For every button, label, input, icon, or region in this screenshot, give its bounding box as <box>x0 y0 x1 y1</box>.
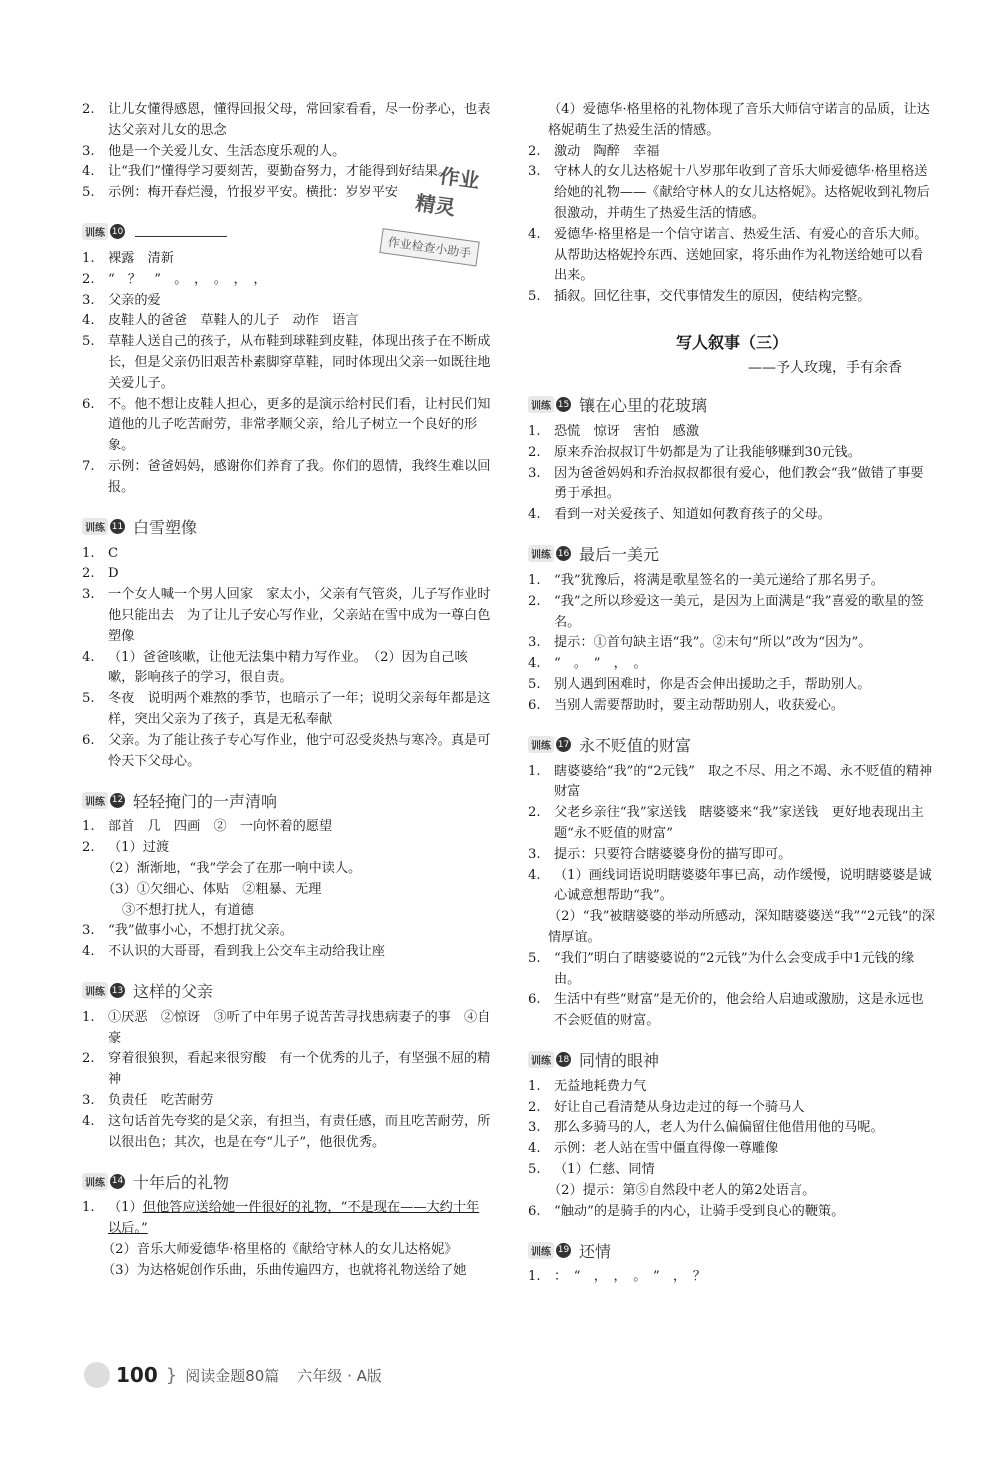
answer-subitem: ③不想打扰人，有道德 <box>122 902 254 918</box>
answer-item <box>528 803 936 845</box>
answer-text: 不认识的大哥哥，看到我上公交车主动给我让座 <box>108 944 385 960</box>
answer-subitem: （2）“我”被瞎婆婆的举动所感动，深知瞎婆婆送“我”“2元钱”的深情厚谊。 <box>548 909 935 945</box>
section-header <box>82 515 492 539</box>
answer-text: 裸露 清新 <box>108 250 174 266</box>
answer-item <box>528 1160 936 1181</box>
answer-text: 好让自己看清楚从身边走过的每一个骑马人 <box>554 1099 805 1115</box>
answer-text: （1）爸爸咳嗽，让他无法集中精力写作业。 （2）因为自己咳嗽，影响孩子的学习，很自责。 <box>108 649 468 686</box>
answer-number: 2. <box>82 840 95 856</box>
training-number: 10 <box>110 224 125 239</box>
answer-number: 4. <box>528 226 541 242</box>
answer-item <box>82 585 492 647</box>
training-number: 18 <box>556 1052 571 1067</box>
answer-text: 这句话首先夸奖的是父亲，有担当，有责任感，而且吃苦耐劳，所以很出色；其次，也是在夸“儿子”，他很优秀。 <box>108 1113 491 1150</box>
training-label: 训练 <box>528 396 554 413</box>
answer-text: 激动 陶醉 幸福 <box>554 143 660 159</box>
answer-number: 2. <box>82 1051 95 1067</box>
page-number: 100 <box>116 1363 158 1387</box>
answer-item <box>528 592 936 634</box>
answer-number: 3. <box>82 292 95 308</box>
answer-subitem: （2）渐渐地，“我”学会了在那一响中读人。 <box>102 860 362 876</box>
answer-item <box>82 100 492 142</box>
training-number: 15 <box>556 397 571 412</box>
answer-number: 1. <box>82 1009 95 1025</box>
answer-item <box>82 142 492 163</box>
answer-number: 2. <box>82 102 95 117</box>
answer-number: 5. <box>82 185 95 201</box>
section-title: 还情 <box>579 1241 612 1261</box>
answer-text: 草鞋人送自己的孩子，从布鞋到球鞋到皮鞋，体现出孩子在不断成长，但是父亲仍旧艰苦朴素脚穿草鞋，同时体现出父亲一如既往地关爱儿子。 <box>108 334 491 391</box>
answer-item <box>82 731 492 773</box>
answer-number: 3. <box>528 465 541 481</box>
answer-text: D <box>108 566 119 582</box>
answer-item <box>82 332 492 394</box>
answer-item <box>528 654 936 675</box>
answer-item <box>528 225 936 287</box>
answer-text: “触动”的是骑手的内心，让骑手受到良心的鞭策。 <box>554 1203 845 1219</box>
training-label: 训练 <box>528 1242 554 1259</box>
stamp-line-2: 精灵 <box>413 190 457 220</box>
answer-text: C <box>108 545 119 561</box>
answer-text: 插叙。回忆往事，交代事情发生的原因，使结构完整。 <box>554 289 871 305</box>
answer-text: （1）画线词语说明瞎婆婆年事已高，动作缓慢，说明瞎婆婆是诚心诚意想帮助“我”。 <box>554 867 932 904</box>
answer-number: 2. <box>528 143 541 159</box>
answer-text: 冬夜 说明两个难熬的季节，也暗示了一年；说明父亲每年都是这样，突出父亲为了孩子，真是无私奉献 <box>108 691 491 727</box>
answer-item <box>82 270 492 291</box>
answer-number: 5. <box>82 334 95 350</box>
answer-number: 5. <box>528 676 541 692</box>
answer-item <box>528 845 936 866</box>
section-blank-line <box>135 226 227 237</box>
answer-number: 6. <box>528 1203 541 1219</box>
answer-item <box>528 142 936 163</box>
answer-text: 父亲。为了能让孩子专心写作业，他宁可忍受炎热与寒冷。真是可怜天下父母心。 <box>108 732 491 769</box>
answer-number: 2. <box>528 805 541 821</box>
section-header <box>528 733 936 757</box>
answer-item <box>528 1077 936 1098</box>
training-badge <box>528 1051 571 1068</box>
answer-item <box>82 544 492 565</box>
answer-text: 父亲的爱 <box>108 292 161 308</box>
answer-item <box>528 1118 936 1139</box>
section-title: 轻轻掩门的一声清响 <box>133 791 278 811</box>
answer-text: 生活中有些“财富”是无价的，他会给人启迪或激励，这是永远也不会贬值的财富。 <box>554 992 924 1029</box>
training-number: 16 <box>556 546 571 561</box>
answer-item <box>82 564 492 585</box>
page-footer <box>84 1362 382 1388</box>
answer-text: 那么多骑马的人，老人为什么偏偏留住他借用他的马呢。 <box>554 1120 884 1136</box>
answer-number: 1. <box>528 763 541 779</box>
training-badge <box>82 518 125 535</box>
answer-number: 3. <box>82 923 95 939</box>
answer-item <box>82 249 492 270</box>
answer-text: 守林人的女儿达格妮十八岁那年收到了音乐大师爱德华·格里格送给她的礼物——《献给守林人的女儿达格妮》。达格妮收到礼物后很激动，并萌生了热爱生活的情感。 <box>554 164 930 221</box>
answer-underlined-text: 但他答应送给她一件很好的礼物，“不是现在——大约十年以后。” <box>108 1200 480 1237</box>
answer-text: 爱德华·格里格是一个信守诺言、热爱生活、有爱心的音乐大师。从帮助达格妮拎东西、送她回家，将乐曲作为礼物送给她可以看出来。 <box>554 226 928 284</box>
section-header <box>528 542 936 566</box>
training-badge <box>528 736 571 753</box>
answer-text: 示例：爸爸妈妈，感谢你们养育了我。你们的恩情，我终生难以回报。 <box>108 458 491 495</box>
training-number: 19 <box>556 1243 571 1258</box>
answer-item <box>82 183 492 204</box>
answer-number: 1. <box>82 545 95 561</box>
answer-number: 4. <box>528 507 541 523</box>
section-title: 同情的眼神 <box>579 1051 660 1071</box>
answer-text: 不。他不想让皮鞋人担心，更多的是演示给村民们看，让村民们知道他的儿子吃苦耐劳，非常孝顺父亲，给儿子树立一个良好的形象。 <box>108 396 491 454</box>
answer-item <box>528 1267 936 1288</box>
answer-text: 无益地耗费力气 <box>554 1078 647 1094</box>
training-number: 12 <box>110 793 125 808</box>
training-number: 13 <box>110 983 125 998</box>
answer-item <box>528 696 936 717</box>
answer-item <box>82 942 492 963</box>
group-title: 写人叙事（三） <box>675 332 788 352</box>
answer-number: 3. <box>82 587 95 603</box>
answer-text: 让“我们”懂得学习要刻苦，要勤奋努力，才能得到好结果。 <box>108 164 452 180</box>
answer-text: 示例：梅开春烂漫，竹报岁平安。横批：岁岁平安 <box>108 185 399 201</box>
answer-item <box>82 1112 492 1154</box>
answer-number: 4. <box>528 656 541 672</box>
answer-item <box>528 571 936 592</box>
answer-item <box>528 990 936 1032</box>
answer-item <box>528 505 936 526</box>
answer-text: “我们”明白了瞎婆婆说的“2元钱”为什么会变成手中1元钱的缘由。 <box>554 950 915 987</box>
answer-number: 4. <box>82 944 95 960</box>
answer-text: 当别人需要帮助时，要主动帮助别人，收获爱心。 <box>554 697 845 713</box>
answer-item <box>528 633 936 654</box>
answer-number: 4. <box>528 1141 541 1157</box>
answer-number: 1. <box>82 819 95 835</box>
answer-text: “ ？ ” 。 ， 。 ， ， <box>108 271 267 287</box>
answer-item <box>528 762 936 804</box>
section-title: 十年后的礼物 <box>133 1172 230 1192</box>
answer-text: 他是一个关爱儿女、生活态度乐观的人。 <box>108 143 346 159</box>
answer-text: 示例：老人站在雪中僵直得像一尊雕像 <box>554 1141 779 1157</box>
answer-text: 瞎婆婆给“我”的“2元钱” 取之不尽、用之不竭、永不贬值的精神财富 <box>554 763 933 800</box>
answer-item <box>528 422 936 443</box>
training-label: 训练 <box>82 792 108 809</box>
answer-number: 2. <box>82 566 95 582</box>
answer-text: 别人遇到困难时，你是否会伸出援助之手，帮助别人。 <box>554 676 871 692</box>
answer-text: 恐慌 惊讶 害怕 感激 <box>554 423 700 439</box>
training-number: 11 <box>110 519 125 534</box>
answer-item <box>82 1049 492 1091</box>
answer-item <box>82 838 492 859</box>
training-badge <box>82 1173 125 1190</box>
answer-item <box>528 287 936 308</box>
answer-number: 1. <box>82 1200 95 1216</box>
section-header <box>528 1238 936 1262</box>
book-grade: 六年级 · A版 <box>297 1366 382 1385</box>
answer-item <box>82 395 492 457</box>
right-column <box>528 100 936 1288</box>
answer-text: 负责任 吃苦耐劳 <box>108 1093 214 1109</box>
training-badge <box>82 792 125 809</box>
answer-text: 提示：①首句缺主语“我”。②末句“所以”改为“因为”。 <box>554 635 872 651</box>
section-header <box>82 979 492 1003</box>
answer-item <box>528 443 936 464</box>
answer-number: 2. <box>528 444 541 460</box>
answer-prefix: （1） <box>108 1200 143 1216</box>
answer-number: 1. <box>82 250 95 266</box>
training-label: 训练 <box>82 982 108 999</box>
training-number: 17 <box>556 737 571 752</box>
answer-number: 4. <box>82 1113 95 1129</box>
answer-number: 3. <box>528 164 541 180</box>
answer-item <box>528 949 936 991</box>
answer-item <box>82 162 492 183</box>
answer-text: 部首 几 四画 ② 一向怀着的愿望 <box>108 819 333 835</box>
stamp-line-3: 作业检查小助手 <box>379 228 480 266</box>
answer-text: 一个女人喊一个男人回家 家太小，父亲有气管炎，儿子写作业时他只能出去 为了让儿子安心写作业，父亲站在雪中成为一尊白色塑像 <box>108 587 491 644</box>
answer-subitem: （2）提示：第⑤自然段中老人的第2处语言。 <box>548 1182 816 1198</box>
answer-text: 让儿女懂得感恩，懂得回报父母，常回家看看，尽一份孝心，也表达父亲对儿女的思念 <box>108 102 491 138</box>
section-title: 镶在心里的花玻璃 <box>579 396 708 416</box>
training-badge <box>528 396 571 413</box>
answer-number: 2. <box>82 271 95 287</box>
answer-item <box>82 1198 492 1240</box>
answer-subitem: （3）①欠细心、体贴 ②粗暴、无理 <box>102 881 322 897</box>
answer-number: 5. <box>82 691 95 707</box>
answer-text: ： “ ， ， 。 ” ， ？ <box>554 1269 706 1285</box>
answer-number: 1. <box>528 572 541 588</box>
section-header <box>528 1048 936 1072</box>
answer-text: （1）仁慈、同情 <box>554 1162 655 1178</box>
answer-text: “我”之所以珍爱这一美元，是因为上面满是“我”喜爱的歌星的签名。 <box>554 593 924 630</box>
answer-text: 看到一对关爱孩子、知道如何教育孩子的父母。 <box>554 507 831 523</box>
answer-text: 父老乡亲往“我”家送钱 瞎婆婆来“我”家送钱 更好地表现出主题“永不贬值的财富” <box>554 805 924 841</box>
answer-item <box>528 464 936 506</box>
answer-item <box>82 1091 492 1112</box>
answer-item <box>528 675 936 696</box>
training-badge <box>82 982 125 999</box>
section-title: 永不贬值的财富 <box>579 736 692 756</box>
training-number: 14 <box>110 1174 125 1189</box>
answer-number: 3. <box>82 143 95 159</box>
answer-text: 因为爸爸妈妈和乔治叔叔都很有爱心，他们教会“我”做错了事要勇于承担。 <box>554 465 924 502</box>
answer-number: 1. <box>528 1078 541 1094</box>
answer-text: “我”犹豫后，将满是歌星签名的一美元递给了那名男子。 <box>554 572 884 588</box>
training-label: 训练 <box>82 223 108 240</box>
answer-text: 皮鞋人的爸爸 草鞋人的儿子 动作 语言 <box>108 313 359 329</box>
answer-number: 5. <box>528 950 541 966</box>
answer-item <box>528 866 936 908</box>
answer-number: 3. <box>82 1093 95 1109</box>
answer-item <box>82 921 492 942</box>
answer-item <box>82 291 492 312</box>
training-label: 训练 <box>528 545 554 562</box>
training-label: 训练 <box>528 736 554 753</box>
answer-number: 2. <box>528 593 541 609</box>
answer-number: 4. <box>82 313 95 329</box>
answer-number: 6. <box>528 697 541 713</box>
answer-text: 穿着很狼狈，看起来很穷酸 有一个优秀的儿子，有坚强不屈的精神 <box>108 1051 491 1088</box>
section-header <box>528 393 936 417</box>
answer-item <box>82 689 492 731</box>
answer-item <box>528 1202 936 1223</box>
answer-number: 3. <box>528 846 541 862</box>
answer-number: 3. <box>528 635 541 651</box>
answer-number: 4. <box>82 164 95 180</box>
training-badge <box>528 1242 571 1259</box>
answer-number: 6. <box>82 396 95 412</box>
answer-item <box>528 1098 936 1119</box>
answer-number: 7. <box>82 458 95 474</box>
answer-number: 1. <box>528 1269 541 1285</box>
section-title: 这样的父亲 <box>133 982 214 1002</box>
section-header <box>82 220 492 244</box>
section-title: 最后一美元 <box>579 545 660 565</box>
training-badge <box>528 545 571 562</box>
answer-number: 6. <box>528 992 541 1008</box>
answer-item <box>82 648 492 690</box>
answer-subitem: （3）为达格妮创作乐曲，乐曲传遍四方，也就将礼物送给了她 <box>102 1262 467 1278</box>
book-title: 阅读金题80篇 <box>185 1366 280 1385</box>
stamp-line-1: 作业 <box>437 163 481 193</box>
answer-subitem: （2）音乐大师爱德华·格里格的《献给守林人的女儿达格妮》 <box>102 1242 458 1258</box>
answer-number: 5. <box>528 1162 541 1178</box>
footer-separator: } <box>165 1364 178 1386</box>
answer-text: “ 。 ” ， 。 <box>554 656 647 672</box>
answer-text: ①厌恶 ②惊讶 ③听了中年男子说苦苦寻找患病妻子的事 ④自豪 <box>108 1009 491 1046</box>
training-label: 训练 <box>82 518 108 535</box>
answer-item <box>82 1008 492 1050</box>
answer-number: 6. <box>82 732 95 748</box>
answer-item <box>82 457 492 499</box>
section-header <box>82 788 492 812</box>
answer-text: 提示：只要符合瞎婆婆身份的描写即可。 <box>554 846 792 862</box>
answer-number: 4. <box>82 649 95 665</box>
answer-item <box>82 311 492 332</box>
left-column <box>82 100 492 1282</box>
group-subtitle: ——予人玫瑰，手有余香 <box>748 359 902 376</box>
answer-item <box>82 817 492 838</box>
answer-number: 3. <box>528 1120 541 1136</box>
training-label: 训练 <box>528 1051 554 1068</box>
answer-number: 2. <box>528 1099 541 1115</box>
answer-number: 5. <box>528 289 541 305</box>
section-title: 白雪塑像 <box>133 518 198 538</box>
answer-number: 1. <box>528 423 541 439</box>
answer-text: 原来乔治叔叔订牛奶都是为了让我能够赚到30元钱。 <box>554 444 861 460</box>
answer-item <box>528 1139 936 1160</box>
answer-number: 4. <box>528 867 541 883</box>
section-header <box>82 1169 492 1193</box>
page-dot-icon <box>84 1362 110 1388</box>
answer-text: （1）过渡 <box>108 840 170 856</box>
answer-text: “我”做事小心，不想打扰父亲。 <box>108 923 293 939</box>
training-badge <box>82 223 125 240</box>
training-label: 训练 <box>82 1173 108 1190</box>
answer-subitem: （4）爱德华·格里格的礼物体现了音乐大师信守诺言的品质，让达格妮萌生了热爱生活的情感。 <box>548 102 930 138</box>
answer-item <box>528 162 936 224</box>
